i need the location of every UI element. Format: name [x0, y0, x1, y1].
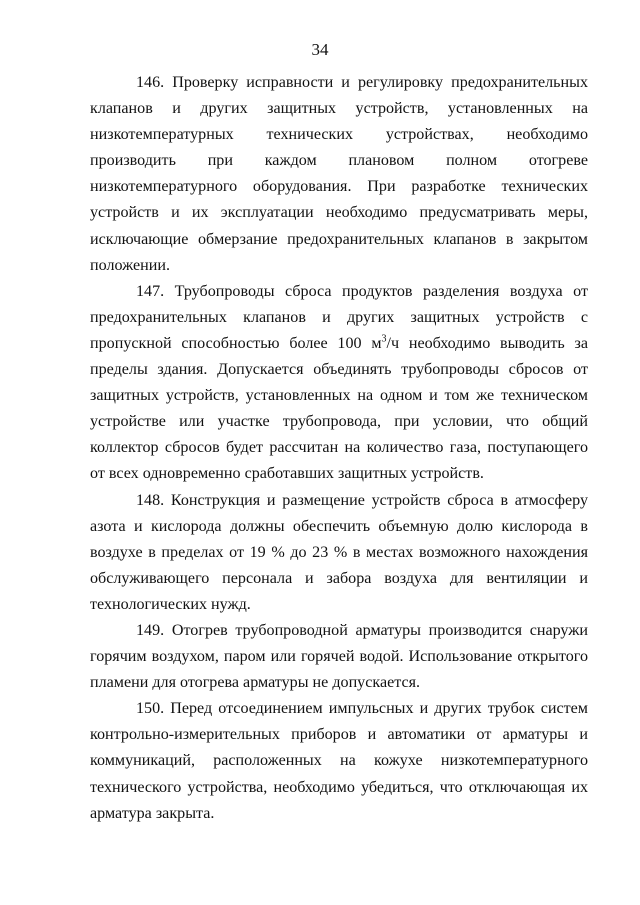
paragraph-146: 146. Проверку исправности и регулировку предохранительных клапанов и других защитных устройств, установленных на низкотемпературных технических устройствах, необходимо производить при каждом плановом полном отогреве низкотемпературного оборудования. При разработке технических устройств и их эксплуатации необходимо предусматривать меры, исключающие обмерзание предохранительных клапанов в закрытом положении. — [90, 74, 588, 274]
superscript-exponent: 3 — [381, 333, 387, 345]
paragraph-149: 149. Отогрев трубопроводной арматуры производится снаружи горячим воздухом, паром или горячей водой. Использование открытого пламени для отогрева арматуры не допускается. — [90, 621, 588, 692]
paragraph-148: 148. Конструкция и размещение устройств сброса в атмосферу азота и кислорода должны обеспечить объемную долю кислорода в воздухе в пределах от 19 % до 23 % в местах возможного нахождения обслуживающего персонала и забора воздуха для вентиляции и технологических нужд. — [90, 491, 588, 613]
page-number: 34 — [311, 40, 329, 59]
paragraph-147 — [90, 279, 588, 488]
paragraph-147-text-before: 147. Трубопроводы сброса продуктов разделения воздуха от предохранительных клапанов и других защитных устройств с пропускной способностью более 100 м — [90, 282, 588, 352]
paragraph-147-text-after: /ч необходимо выводить за пределы здания. Допускается объединять трубопроводы сбросов от защитных устройств, установленных на одном и том же техническом устройстве или участке трубопровода, при условии, что общий коллектор сбросов будет рассчитан на количество газа, поступающего от всех одновременно сработавших защитных устройств. — [90, 334, 588, 483]
document-body — [90, 70, 588, 827]
paragraph-150: 150. Перед отсоединением импульсных и других трубок систем контрольно-измерительных приборов и автоматики от арматуры и коммуникаций, расположенных на кожухе низкотемпературного технического устройства, необходимо убедиться, что отключающая их арматура закрыта. — [90, 700, 588, 822]
